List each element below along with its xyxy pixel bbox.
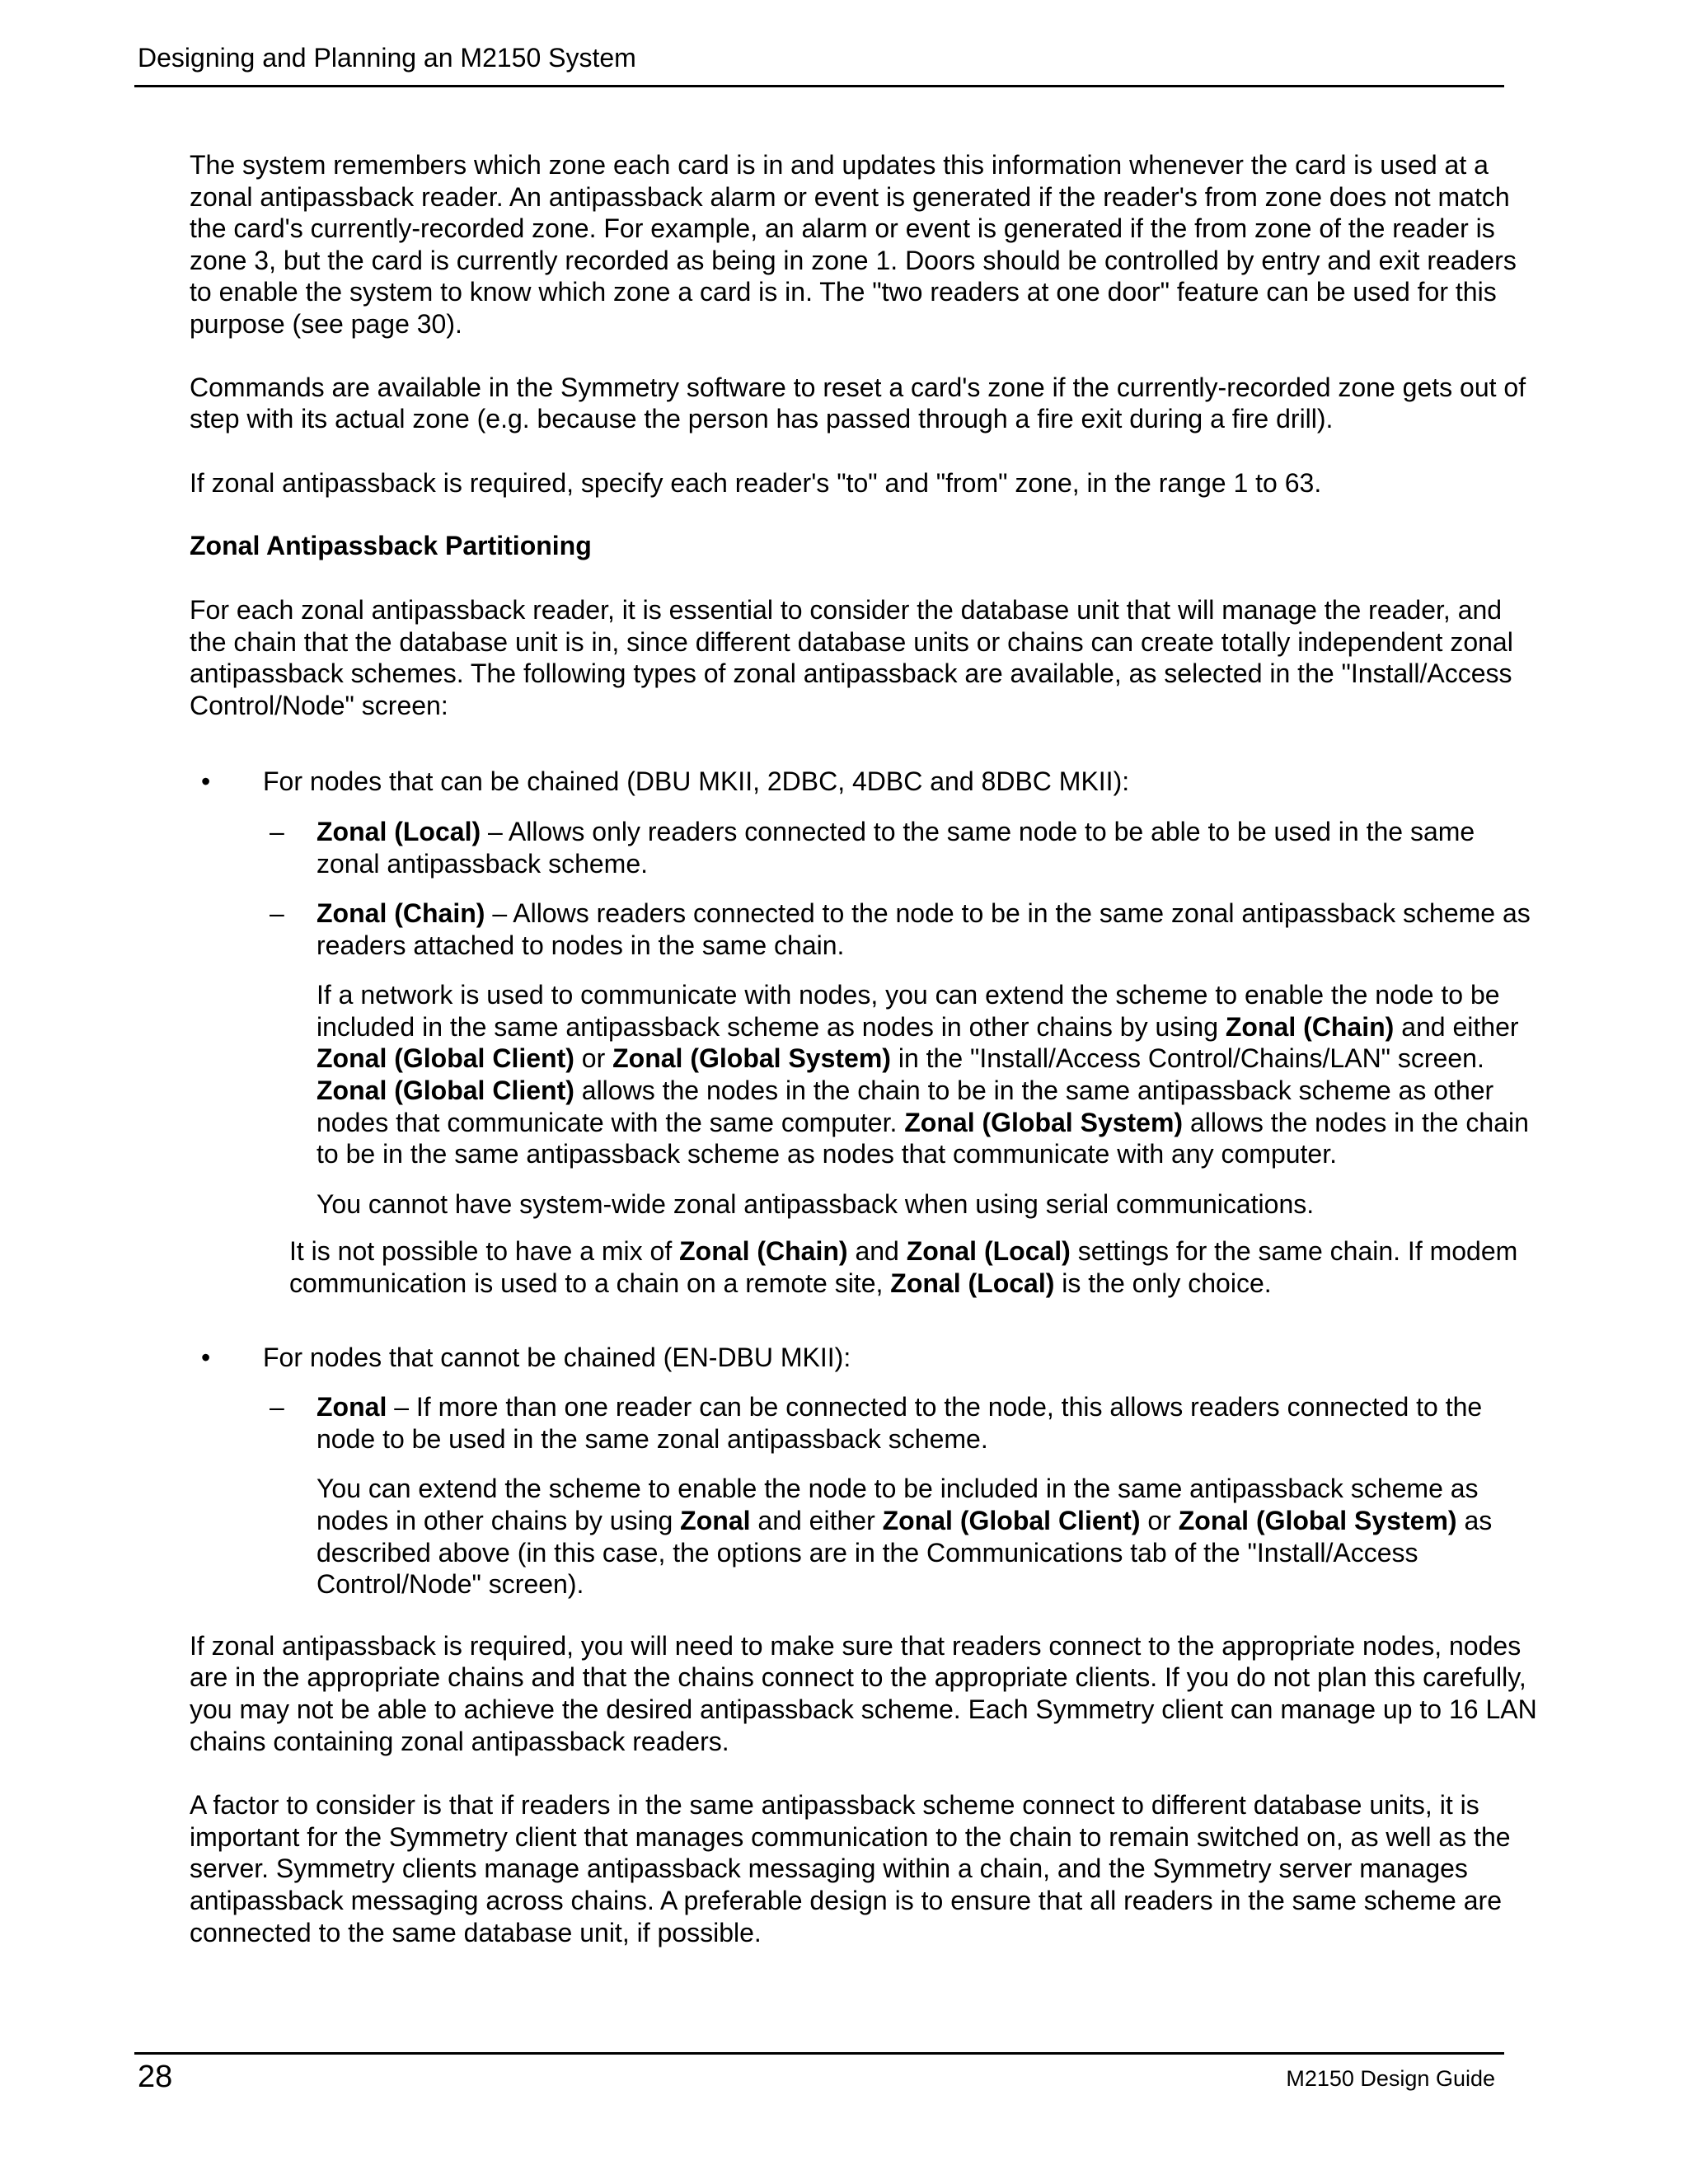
dash-item-zonal (190, 1391, 1541, 1455)
header-rule (134, 85, 1504, 87)
bold-term: Zonal (Local) (890, 1268, 1055, 1299)
dash-marker: – (270, 1392, 284, 1422)
bullet-text: For nodes that can be chained (DBU MKII, 2DBC, 4DBC and 8DBC MKII): (263, 766, 1130, 797)
dash-marker: – (270, 898, 284, 929)
text-run: If a network is used to communicate with nodes, you can extend the scheme to enable the node to be included in the same antipassback scheme as nodes in other chains by using (316, 980, 1500, 1042)
text-run: in the "Install/Access Control/Chains/LAN" screen. (890, 1043, 1484, 1074)
bold-term: Zonal (Global Client) (882, 1506, 1141, 1535)
text-run: and (847, 1236, 907, 1267)
bold-term: Zonal (Global Client) (316, 1076, 574, 1106)
text-run: allows the nodes in the chain to be in the same antipassback scheme as other nodes that communicate with the same computer. (316, 1076, 1494, 1137)
bold-term: Zonal (680, 1506, 751, 1535)
dash-item-zonal-local (190, 816, 1541, 879)
bullet-text: For nodes that cannot be chained (EN-DBU MKII): (263, 1342, 851, 1372)
bullet-marker: • (201, 1342, 211, 1372)
bold-term: Zonal (Global Client) (316, 1043, 574, 1074)
section-heading: Zonal Antipassback Partitioning (190, 531, 592, 561)
term-zonal-chain: Zonal (Chain) (316, 898, 485, 929)
paragraph-planning: If zonal antipassback is required, you will need to make sure that readers connect to the appropriate nodes, nodes are in the appropriate chains and that the chains connect to the appropriate clients. If you do not plan this carefully, you may not be able to achieve the desired antipassback scheme. Each Symmetry client can manage up to 16 LAN chains containing zonal antipassback readers. (190, 1630, 1537, 1756)
footer-rule (134, 2052, 1504, 2055)
definition-zonal-chain: – Allows readers connected to the node to be in the same zonal antipassback scheme as readers attached to nodes in the same chain. (316, 898, 1531, 960)
text-run: is the only choice. (1054, 1268, 1272, 1299)
paragraph-extend-scheme (190, 1473, 1541, 1600)
term-zonal: Zonal (316, 1392, 387, 1422)
paragraph-serial-note: You cannot have system-wide zonal antipassback when using serial communications. (316, 1188, 1315, 1219)
paragraph-design-factor: A factor to consider is that if readers in the same antipassback scheme connect to different database units, it is important for the Symmetry client that manages communication to the chain to remain switched on, as well as the server. Symmetry clients manage antipassback messaging within a chain, and the Symmetry server manages antipassback messaging across chains. A preferable design is to ensure that all readers in the same scheme are connected to the same database unit, if possible. (190, 1790, 1511, 1947)
page-number: 28 (138, 2060, 173, 2094)
text-run: and either (1394, 1011, 1519, 1042)
definition-zonal: – If more than one reader can be connected to the node, this allows readers connected to the node to be used in the same zonal antipassback scheme. (316, 1392, 1483, 1454)
paragraph-mix-note (190, 1235, 1541, 1299)
text-run: settings for the same chain. If modem communication is used to a chain on a remote site, (289, 1236, 1518, 1299)
page-header-title: Designing and Planning an M2150 System (138, 43, 636, 73)
bold-term: Zonal (Global System) (1178, 1506, 1457, 1535)
paragraph-reset-commands: Commands are available in the Symmetry software to reset a card's zone if the currently-recorded zone gets out of step with its actual zone (e.g. because the person has passed through a fire exit during a fire drill). (190, 372, 1526, 434)
text-run: You can extend the scheme to enable the node to be included in the same antipassback scheme as nodes in other chains by using (316, 1474, 1479, 1535)
paragraph-zone-range: If zonal antipassback is required, specify each reader's "to" and "from" zone, in the range 1 to 63. (190, 467, 1322, 498)
page-content (190, 149, 1541, 1948)
bullet-unchained-nodes (190, 1342, 1541, 1374)
bold-term: Zonal (Global System) (612, 1043, 891, 1074)
bold-term: Zonal (Chain) (679, 1236, 848, 1267)
text-run: or (1140, 1506, 1179, 1535)
bullet-marker: • (201, 766, 211, 797)
bold-term: Zonal (Chain) (1225, 1011, 1395, 1042)
paragraph-network-extension (190, 979, 1541, 1170)
text-run: or (574, 1043, 613, 1074)
bold-term: Zonal (Global System) (904, 1107, 1184, 1137)
bold-term: Zonal (Local) (906, 1236, 1071, 1267)
paragraph-partitioning-intro: For each zonal antipassback reader, it is essential to consider the database unit that will manage the reader, and the chain that the database unit is in, since different database units or chains can create totally independent zonal antipassback schemes. The following types of zonal antipassback are available, as selected in the "Install/Access Control/Node" screen: (190, 594, 1513, 720)
dash-marker: – (270, 816, 284, 846)
text-run: as described above (in this case, the options are in the Communications tab of the "Install/Access Control/Node" screen). (316, 1506, 1493, 1600)
text-run: and either (750, 1506, 883, 1535)
dash-item-zonal-chain (190, 898, 1541, 961)
definition-zonal-local: – Allows only readers connected to the same node to be able to be used in the same zonal antipassback scheme. (316, 816, 1475, 879)
paragraph-zone-memory: The system remembers which zone each card is in and updates this information whenever the card is used at a zonal antipassback reader. An antipassback alarm or event is generated if the reader's from zone does not match the card's currently-recorded zone. For example, an alarm or event is generated if the from zone of the reader is zone 3, but the card is currently recorded as being in zone 1. Doors should be controlled by entry and exit readers to enable the system to know which zone a card is in. The "two readers at one door" feature can be used for this purpose (see page 30). (190, 150, 1517, 339)
bullet-chained-nodes (190, 766, 1541, 798)
guide-title: M2150 Design Guide (1286, 2066, 1495, 2091)
text-run: allows the nodes in the chain to be in the same antipassback scheme as nodes that communicate with any computer. (316, 1107, 1529, 1169)
text-run: It is not possible to have a mix of (289, 1236, 680, 1267)
term-zonal-local: Zonal (Local) (316, 816, 481, 846)
